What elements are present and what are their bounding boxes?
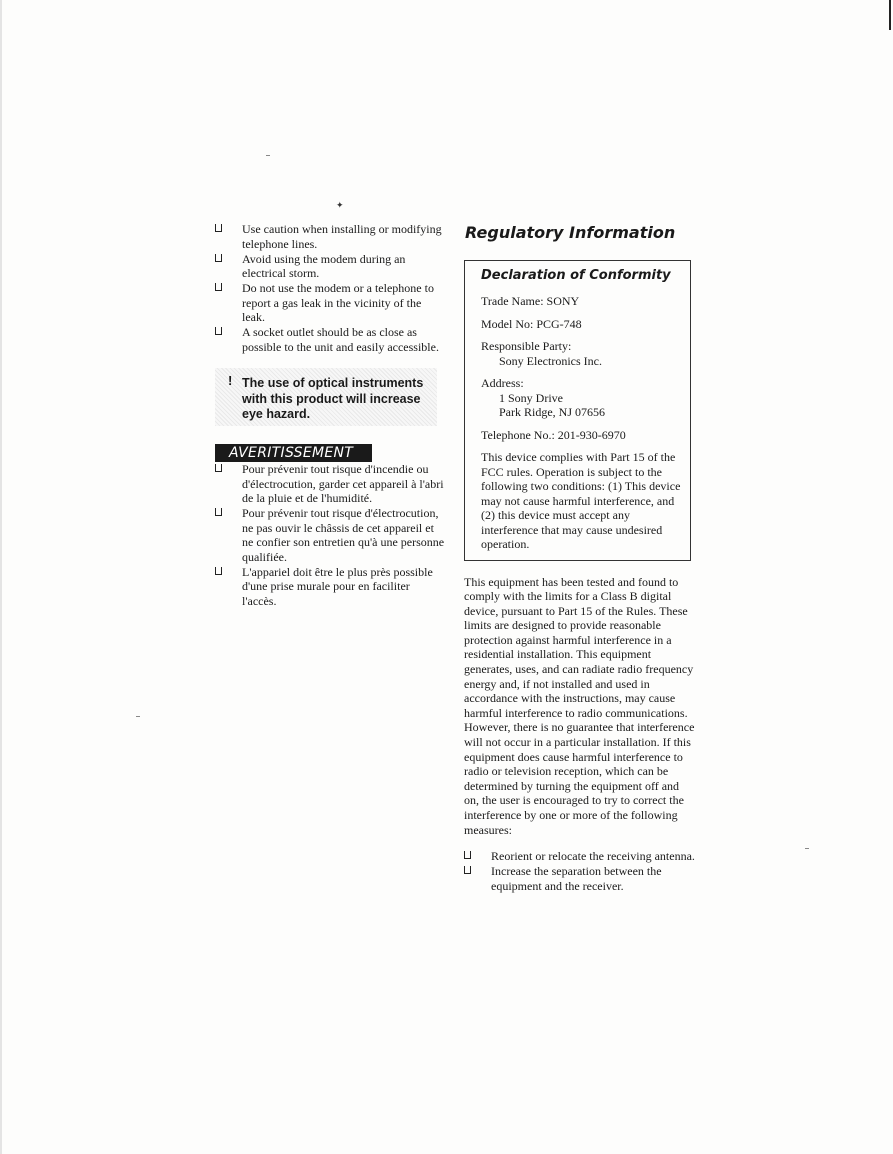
page-edge-right: [889, 0, 891, 30]
safety-list: [215, 222, 447, 354]
scan-speck: [136, 716, 140, 717]
telephone: Telephone No.: 201-930-6970: [481, 427, 626, 442]
warning-heading: AVERITISSEMENT: [215, 444, 372, 462]
list-item: A socket outlet should be as close as possible to the unit and easily accessible.: [215, 325, 447, 354]
checkbox-bullet-icon: [464, 851, 471, 859]
list-item: Avoid using the modem during an electrical storm.: [215, 252, 447, 281]
left-column: [215, 222, 447, 609]
checkbox-bullet-icon: [215, 254, 222, 262]
trade-name: Trade Name: SONY: [481, 294, 580, 308]
model-number: Model No: PCG-748: [481, 316, 582, 331]
responsible-label: Responsible Party:: [481, 339, 572, 353]
scan-speck: [266, 155, 270, 156]
address-line: Park Ridge, NJ 07656: [499, 405, 605, 419]
address: [481, 376, 690, 420]
scan-speck: [805, 848, 809, 849]
checkbox-bullet-icon: [464, 866, 471, 874]
optical-warning-notice: [215, 368, 437, 426]
responsible-value: Sony Electronics Inc.: [499, 353, 602, 368]
responsible-party: [481, 339, 690, 368]
address-label: Address:: [481, 376, 524, 390]
checkbox-bullet-icon: [215, 327, 222, 335]
list-item: Do not use the modem or a telephone to report a gas leak in the vicinity of the leak.: [215, 281, 447, 325]
right-column: [464, 222, 696, 894]
fcc-paragraph: This equipment has been tested and found to comply with the limits for a Class B digital device, pursuant to Part 15 of the Rules. These limits are designed to provide reasonable protection against harmful interference in a residential installation. This equipment generates, uses, and can radiate radio frequency energy and, if not installed and used in accordance with the instructions, may cause harmful interference to radio communications. However, there is no guarantee that interference will not occur in a particular installation. If this equipment does cause harmful interference to radio or television reception, which can be determined by turning the equipment off and on, the user is encouraged to try to correct the interference by one or more of the following measures:: [464, 574, 695, 837]
declaration-box: [464, 260, 691, 561]
list-item: Use caution when installing or modifying telephone lines.: [215, 222, 447, 251]
checkbox-bullet-icon: [215, 283, 222, 291]
compliance-statement: This device complies with Part 15 of the FCC rules. Operation is subject to the following two conditions: (1) This device may not cause harmful interference, and (2) this device must accept any interference that may cause undesired operation.: [481, 450, 681, 551]
section-title: Regulatory Information: [465, 223, 676, 242]
measures-list: [464, 849, 696, 893]
declaration-title: Declaration of Conformity: [481, 268, 671, 283]
checkbox-bullet-icon: [215, 567, 222, 575]
exclamation-icon: !: [228, 373, 233, 388]
list-item: Reorient or relocate the receiving antenna.: [464, 849, 696, 864]
page-edge-left: [0, 0, 2, 1154]
list-item: Pour prévenir tout risque d'incendie ou d'électrocution, garder cet appareil à l'abri de la pluie et de l'humidité.: [215, 462, 447, 506]
address-line: 1 Sony Drive: [499, 390, 563, 405]
list-item: L'appariel doit être le plus près possible d'une prise murale pour en faciliter l'accès.: [215, 565, 447, 609]
checkbox-bullet-icon: [215, 464, 222, 472]
notice-text: The use of optical instruments with this product will increase eye hazard.: [242, 376, 424, 421]
registration-mark-icon: ✦: [336, 200, 344, 210]
checkbox-bullet-icon: [215, 224, 222, 232]
list-item: Increase the separation between the equipment and the receiver.: [464, 864, 696, 893]
list-item: Pour prévenir tout risque d'électrocution, ne pas ouvir le châssis de cet appareil et ne confier son entretien qu'à une personne qualifiée.: [215, 506, 447, 564]
warning-list: [215, 462, 447, 608]
checkbox-bullet-icon: [215, 508, 222, 516]
